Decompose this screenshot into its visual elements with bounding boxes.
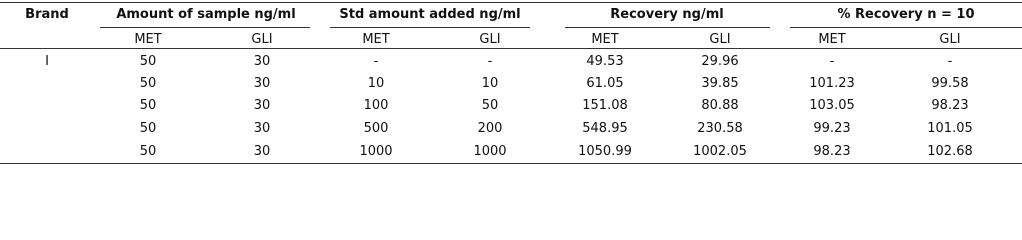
cell-amount-gli: 30 <box>253 76 271 91</box>
header-brand: Brand <box>25 7 69 22</box>
cell-pct-met: 99.23 <box>813 121 851 136</box>
subheader-amount-met: MET <box>134 32 162 47</box>
cell-amount-gli: 30 <box>253 144 271 159</box>
subheader-recovery-gli: GLI <box>709 32 731 47</box>
subheader-amount-gli: GLI <box>251 32 273 47</box>
top-rule <box>0 2 1022 3</box>
cell-recovery-gli: 29.96 <box>701 54 739 69</box>
cell-std-gli: 10 <box>481 76 499 91</box>
cell-pct-gli: 102.68 <box>927 144 973 159</box>
amount-group-rule <box>100 27 310 28</box>
cell-std-gli: 1000 <box>473 144 507 159</box>
cell-pct-met: 98.23 <box>813 144 851 159</box>
cell-pct-gli: - <box>947 54 953 69</box>
subheader-recovery-met: MET <box>591 32 619 47</box>
cell-std-met: - <box>373 54 379 69</box>
cell-std-gli: 50 <box>481 98 499 113</box>
cell-pct-met: - <box>829 54 835 69</box>
cell-recovery-gli: 1002.05 <box>693 144 747 159</box>
subheader-pct-met: MET <box>818 32 846 47</box>
cell-recovery-met: 548.95 <box>582 121 628 136</box>
cell-pct-met: 103.05 <box>809 98 855 113</box>
bottom-rule <box>0 163 1022 164</box>
cell-pct-gli: 99.58 <box>931 76 969 91</box>
cell-recovery-met: 61.05 <box>586 76 624 91</box>
subheader-pct-gli: GLI <box>939 32 961 47</box>
subheader-std-gli: GLI <box>479 32 501 47</box>
cell-std-met: 1000 <box>359 144 393 159</box>
cell-amount-met: 50 <box>139 76 157 91</box>
pct-group-rule <box>790 27 1022 28</box>
header-recovery: Recovery ng/ml <box>610 7 724 22</box>
header-percent-recovery: % Recovery n = 10 <box>837 7 975 22</box>
recovery-group-rule <box>565 27 770 28</box>
cell-amount-met: 50 <box>139 144 157 159</box>
cell-std-gli: - <box>487 54 493 69</box>
cell-recovery-gli: 230.58 <box>697 121 743 136</box>
cell-recovery-gli: 39.85 <box>701 76 739 91</box>
header-std-amount-added: Std amount added ng/ml <box>339 7 521 22</box>
cell-recovery-met: 49.53 <box>586 54 624 69</box>
header-amount-of-sample: Amount of sample ng/ml <box>116 7 296 22</box>
cell-amount-gli: 30 <box>253 98 271 113</box>
cell-pct-gli: 101.05 <box>927 121 973 136</box>
cell-recovery-met: 1050.99 <box>578 144 632 159</box>
cell-amount-gli: 30 <box>253 54 271 69</box>
cell-recovery-met: 151.08 <box>582 98 628 113</box>
cell-std-met: 500 <box>363 121 389 136</box>
header-bottom-rule <box>0 48 1022 49</box>
cell-amount-met: 50 <box>139 98 157 113</box>
cell-brand: I <box>45 54 49 69</box>
cell-pct-gli: 98.23 <box>931 98 969 113</box>
cell-amount-gli: 30 <box>253 121 271 136</box>
std-group-rule <box>330 27 530 28</box>
subheader-std-met: MET <box>362 32 390 47</box>
cell-std-met: 10 <box>367 76 385 91</box>
cell-pct-met: 101.23 <box>809 76 855 91</box>
cell-std-gli: 200 <box>477 121 503 136</box>
cell-amount-met: 50 <box>139 54 157 69</box>
cell-recovery-gli: 80.88 <box>701 98 739 113</box>
cell-amount-met: 50 <box>139 121 157 136</box>
cell-std-met: 100 <box>363 98 389 113</box>
